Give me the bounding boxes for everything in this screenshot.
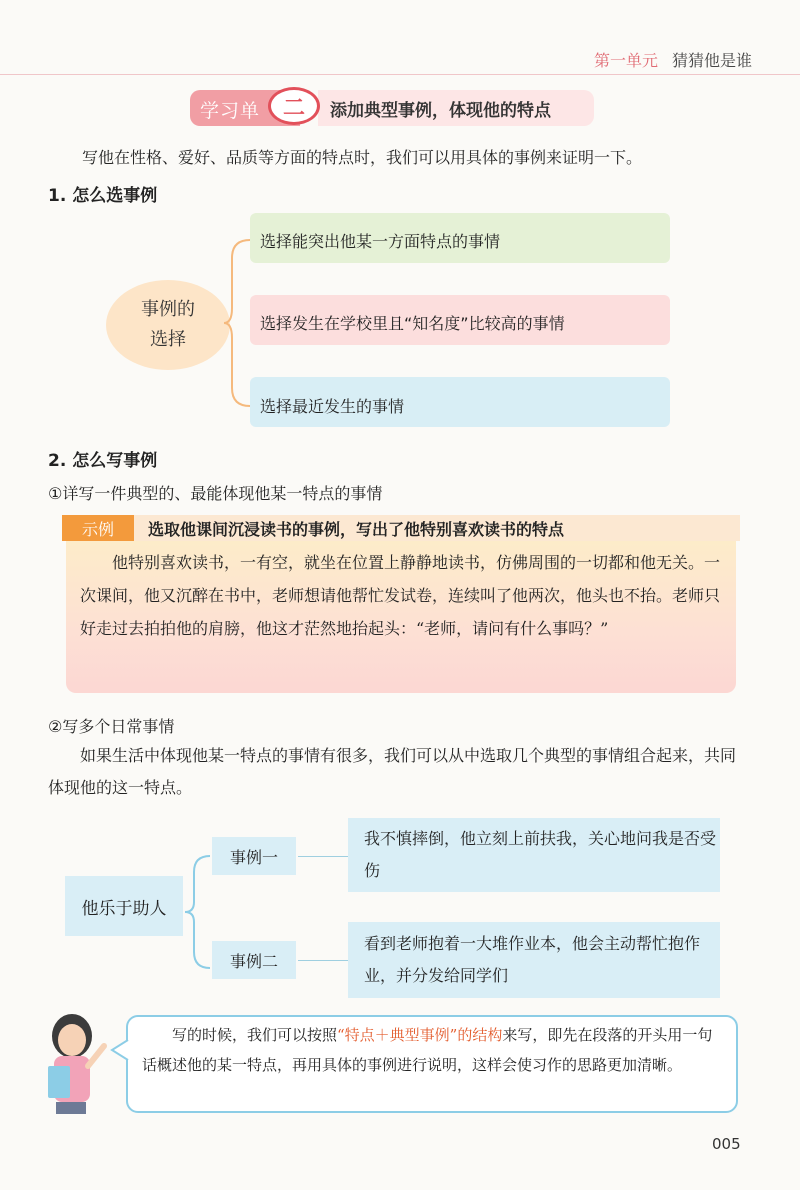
tip-text: [142, 1020, 726, 1080]
trait-brace-icon: [182, 842, 212, 982]
example-paragraph: 他特别喜欢读书，一有空，就坐在位置上静静地读书，仿佛周围的一切都和他无关。一次课间，他又沉醉在书中，老师想请他帮忙发试卷，连续叫了他两次，他头也不抬。老师只好走过去拍拍他的肩膀，他这才茫然地抬起头：“老师，请问有什么事吗？”: [80, 553, 721, 638]
unit-label: 第一单元: [594, 51, 659, 70]
case-2-detail: 看到老师抱着一大堆作业本，他会主动帮忙抱作业，并分发给同学们: [364, 934, 701, 985]
example-tag: 示例: [62, 515, 134, 541]
case-1-detail: 我不慎摔倒，他立刻上前扶我，关心地问我是否受伤: [364, 829, 717, 880]
tip-text-after: 来写，即先在段落的开头用一句话概述他的某一特点，再用具体的事例进行说明，这样会使习作的思路更加清晰。: [142, 1026, 713, 1074]
trait-center-node: 他乐于助人: [65, 876, 183, 936]
section-1-heading: 1. 怎么选事例: [48, 186, 158, 206]
teacher-illustration: [30, 1006, 120, 1116]
selection-center-line1: 事例的: [141, 299, 195, 320]
banner-label: 学习单: [200, 100, 261, 122]
selection-item-3: 选择最近发生的事情: [260, 397, 405, 416]
selection-center-node: [106, 280, 230, 370]
intro-paragraph: 写他在性格、爱好、品质等方面的特点时，我们可以用具体的事例来证明一下。: [82, 148, 643, 167]
case-2-label: 事例二: [212, 941, 296, 979]
selection-center-line2: 选择: [150, 329, 186, 350]
chapter-title: 猜猜他是谁: [672, 51, 753, 70]
subheading-1: ①详写一件典型的、最能体现他某一特点的事情: [48, 484, 383, 503]
page-number: 005: [712, 1135, 741, 1153]
tip-highlight: “特点＋典型事例”的结构: [337, 1026, 503, 1044]
multi-events-paragraph: 如果生活中体现他某一特点的事情有很多，我们可以从中选取几个典型的事情组合起来，共同体现他的这一特点。: [48, 746, 737, 797]
case-2-connector: [298, 960, 348, 961]
section-2-heading: 2. 怎么写事例: [48, 451, 158, 471]
tip-text-before: 写的时候，我们可以按照: [172, 1026, 338, 1044]
subheading-2: ②写多个日常事情: [48, 717, 175, 736]
selection-brace-icon: [222, 238, 252, 408]
banner-subtitle: 添加典型事例，体现他的特点: [330, 101, 551, 121]
tip-bubble-pointer: [110, 1038, 130, 1062]
header-divider: [0, 74, 800, 75]
selection-item-2: 选择发生在学校里且“知名度”比较高的事情: [260, 314, 565, 333]
selection-item-1: 选择能突出他某一方面特点的事情: [260, 232, 501, 251]
case-1-connector: [298, 856, 348, 857]
example-title: 选取他课间沉浸读书的事例，写出了他特别喜欢读书的特点: [148, 520, 565, 539]
banner-number-badge: 二: [268, 87, 320, 125]
case-1-label: 事例一: [212, 837, 296, 875]
